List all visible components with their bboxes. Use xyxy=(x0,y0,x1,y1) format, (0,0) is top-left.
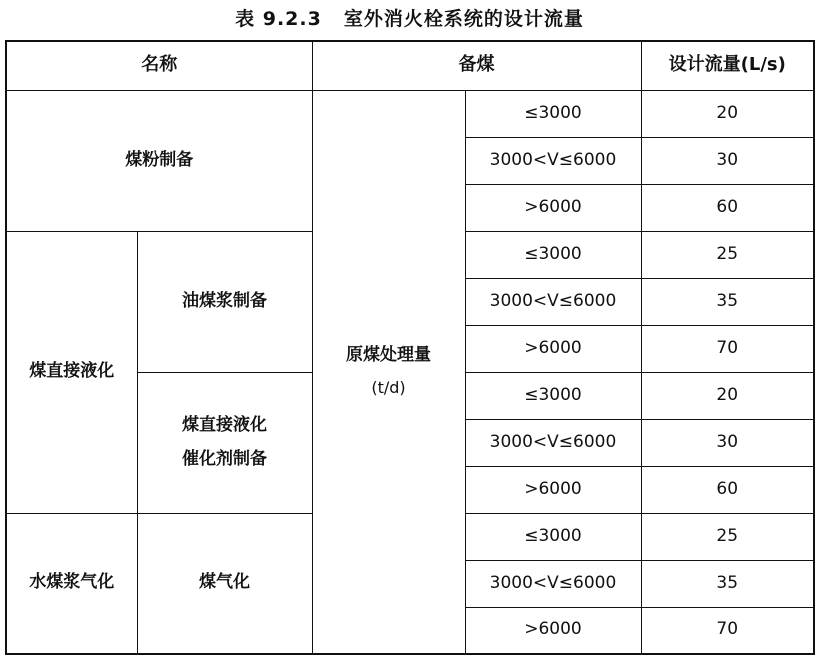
range-cell: 3000<V≤6000 xyxy=(465,419,641,466)
group-oil-slurry: 油煤浆制备 xyxy=(137,231,312,372)
table-row xyxy=(6,90,814,137)
group-coal-powder: 煤粉制备 xyxy=(6,90,312,231)
group-gasification: 煤气化 xyxy=(137,513,312,654)
range-cell: 3000<V≤6000 xyxy=(465,278,641,325)
flow-cell: 20 xyxy=(641,90,814,137)
range-cell: >6000 xyxy=(465,607,641,654)
processing-label: 原煤处理量 xyxy=(346,344,431,365)
range-cell: >6000 xyxy=(465,325,641,372)
flow-cell: 60 xyxy=(641,184,814,231)
range-cell: ≤3000 xyxy=(465,372,641,419)
header-equipment: 备煤 xyxy=(312,41,641,90)
flow-cell: 20 xyxy=(641,372,814,419)
table-title xyxy=(0,4,819,31)
flow-cell: 70 xyxy=(641,325,814,372)
table-caption: 室外消火栓系统的设计流量 xyxy=(343,8,584,30)
header-row xyxy=(6,41,814,90)
processing-unit: (t/d) xyxy=(371,378,406,398)
range-cell: >6000 xyxy=(465,184,641,231)
group-direct-liquefaction: 煤直接液化 xyxy=(6,231,137,513)
flow-cell: 35 xyxy=(641,560,814,607)
flow-cell: 30 xyxy=(641,137,814,184)
header-flow: 设计流量(L/s) xyxy=(641,41,814,90)
range-cell: ≤3000 xyxy=(465,231,641,278)
catalyst-line1: 煤直接液化 xyxy=(182,414,267,435)
range-cell: ≤3000 xyxy=(465,513,641,560)
flow-cell: 30 xyxy=(641,419,814,466)
processing-cell xyxy=(312,90,465,654)
flow-cell: 35 xyxy=(641,278,814,325)
flow-cell: 25 xyxy=(641,513,814,560)
flow-table xyxy=(5,40,815,655)
table-number: 表 9.2.3 xyxy=(235,8,322,30)
flow-cell: 60 xyxy=(641,466,814,513)
flow-cell: 25 xyxy=(641,231,814,278)
range-cell: ≤3000 xyxy=(465,90,641,137)
group-water-slurry: 水煤浆气化 xyxy=(6,513,137,654)
flow-cell: 70 xyxy=(641,607,814,654)
catalyst-line2: 催化剂制备 xyxy=(182,448,267,469)
group-catalyst xyxy=(137,372,312,513)
range-cell: 3000<V≤6000 xyxy=(465,137,641,184)
header-name: 名称 xyxy=(6,41,312,90)
range-cell: >6000 xyxy=(465,466,641,513)
range-cell: 3000<V≤6000 xyxy=(465,560,641,607)
